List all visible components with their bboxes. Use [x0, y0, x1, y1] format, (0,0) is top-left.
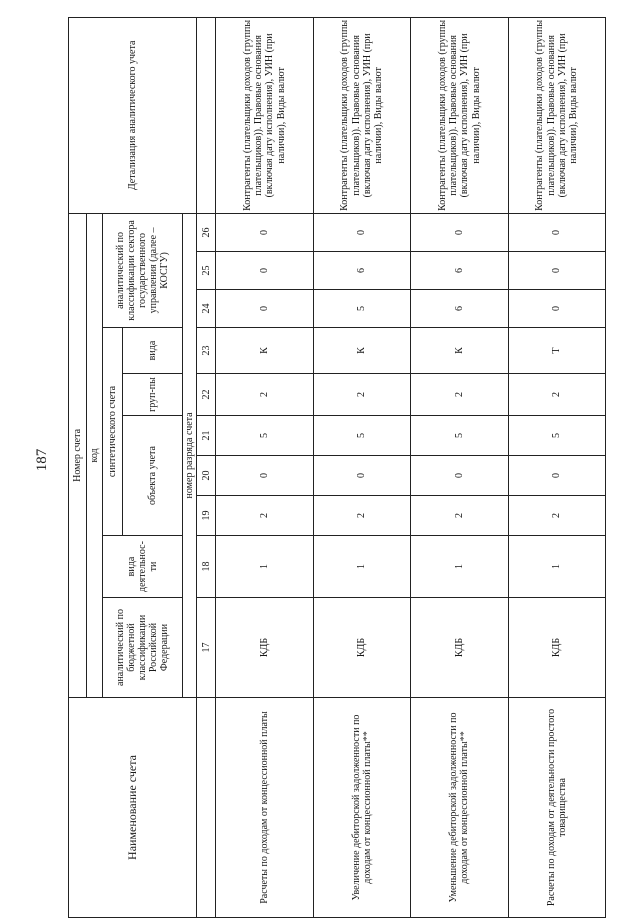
digit-label: 18: [197, 536, 216, 598]
table-row: [216, 17, 313, 917]
digit-label: 20: [197, 456, 216, 496]
table-row: [313, 17, 410, 917]
kosgu-cell: 6: [411, 252, 508, 290]
digit-label: 21: [197, 416, 216, 456]
kind-cell: К: [411, 328, 508, 374]
header-account-number: Номер счета: [69, 213, 87, 697]
digit-label: 23: [197, 328, 216, 374]
digit-label: 19: [197, 496, 216, 536]
header-digit-number: номер разряда счета: [183, 213, 197, 697]
header-code: код: [87, 213, 103, 697]
account-name: Увеличение дебиторской задолженности по доходам от концессионной платы**: [313, 698, 410, 918]
header-analytic-bk: аналитический по бюджетной классификации Российской Федерации: [103, 598, 183, 698]
activity-cell: 1: [216, 536, 313, 598]
object-cell: 5: [411, 416, 508, 456]
kosgu-cell: 0: [508, 252, 605, 290]
object-cell: 2: [508, 496, 605, 536]
object-cell: 0: [216, 456, 313, 496]
table-row: [508, 17, 605, 917]
kosgu-cell: 5: [313, 290, 410, 328]
digit-cell-blank: [197, 17, 216, 213]
account-name: Расчеты по доходам от деятельности простого товарищества: [508, 698, 605, 918]
object-cell: 2: [411, 496, 508, 536]
kbk-cell: КДБ: [216, 598, 313, 698]
kind-cell: Т: [508, 328, 605, 374]
kind-cell: К: [216, 328, 313, 374]
object-cell: 0: [411, 456, 508, 496]
kind-cell: К: [313, 328, 410, 374]
header-object: объекта учета: [123, 416, 183, 536]
digit-label: 22: [197, 374, 216, 416]
account-name: Расчеты по доходам от концессионной платы: [216, 698, 313, 918]
activity-cell: 1: [411, 536, 508, 598]
digit-cell-blank: [197, 698, 216, 918]
kbk-cell: КДБ: [313, 598, 410, 698]
activity-cell: 1: [508, 536, 605, 598]
kosgu-cell: 0: [313, 213, 410, 251]
header-group: груп-пы: [123, 374, 183, 416]
kosgu-cell: 0: [508, 290, 605, 328]
header-synthetic: синтетического счета: [103, 328, 123, 536]
digit-label: 26: [197, 213, 216, 251]
header-kind: вида: [123, 328, 183, 374]
object-cell: 5: [216, 416, 313, 456]
accounts-table: [68, 17, 606, 918]
object-cell: 5: [508, 416, 605, 456]
object-cell: 2: [313, 496, 410, 536]
digit-label: 24: [197, 290, 216, 328]
header-detail: Детализация аналитического учета: [69, 17, 197, 213]
detail-cell: Контрагенты (плательщики доходов (группы плательщиков)). Правовые основания (включая дату исполнения), УИН (при наличии), Виды валют: [216, 17, 313, 213]
kbk-cell: КДБ: [411, 598, 508, 698]
header-account-name: Наименование счета: [69, 698, 197, 918]
kosgu-cell: 0: [216, 290, 313, 328]
header-kosgu: аналитический по классификации сектора государственного управления (далее – КОСГУ): [103, 213, 183, 327]
digit-label: 25: [197, 252, 216, 290]
detail-cell: Контрагенты (плательщики доходов (группы плательщиков)). Правовые основания (включая дату исполнения), УИН (при наличии), Виды валют: [411, 17, 508, 213]
header-activity-type: вида деятельнос-ти: [103, 536, 183, 598]
rotated-table-container: [68, 18, 606, 918]
group-cell: 2: [508, 374, 605, 416]
table-row: [411, 17, 508, 917]
activity-cell: 1: [313, 536, 410, 598]
kosgu-cell: 0: [216, 252, 313, 290]
object-cell: 0: [508, 456, 605, 496]
kosgu-cell: 6: [411, 290, 508, 328]
kosgu-cell: 0: [216, 213, 313, 251]
object-cell: 5: [313, 416, 410, 456]
detail-cell: Контрагенты (плательщики доходов (группы плательщиков)). Правовые основания (включая дату исполнения), УИН (при наличии), Виды валют: [508, 17, 605, 213]
kosgu-cell: 0: [411, 213, 508, 251]
group-cell: 2: [411, 374, 508, 416]
group-cell: 2: [313, 374, 410, 416]
object-cell: 2: [216, 496, 313, 536]
digit-label: 17: [197, 598, 216, 698]
group-cell: 2: [216, 374, 313, 416]
kbk-cell: КДБ: [508, 598, 605, 698]
detail-cell: Контрагенты (плательщики доходов (группы плательщиков)). Правовые основания (включая дату исполнения), УИН (при наличии), Виды валют: [313, 17, 410, 213]
object-cell: 0: [313, 456, 410, 496]
account-name: Уменьшение дебиторской задолженности по доходам от концессионной платы**: [411, 698, 508, 918]
page-number: 187: [34, 448, 50, 472]
kosgu-cell: 0: [508, 213, 605, 251]
kosgu-cell: 6: [313, 252, 410, 290]
